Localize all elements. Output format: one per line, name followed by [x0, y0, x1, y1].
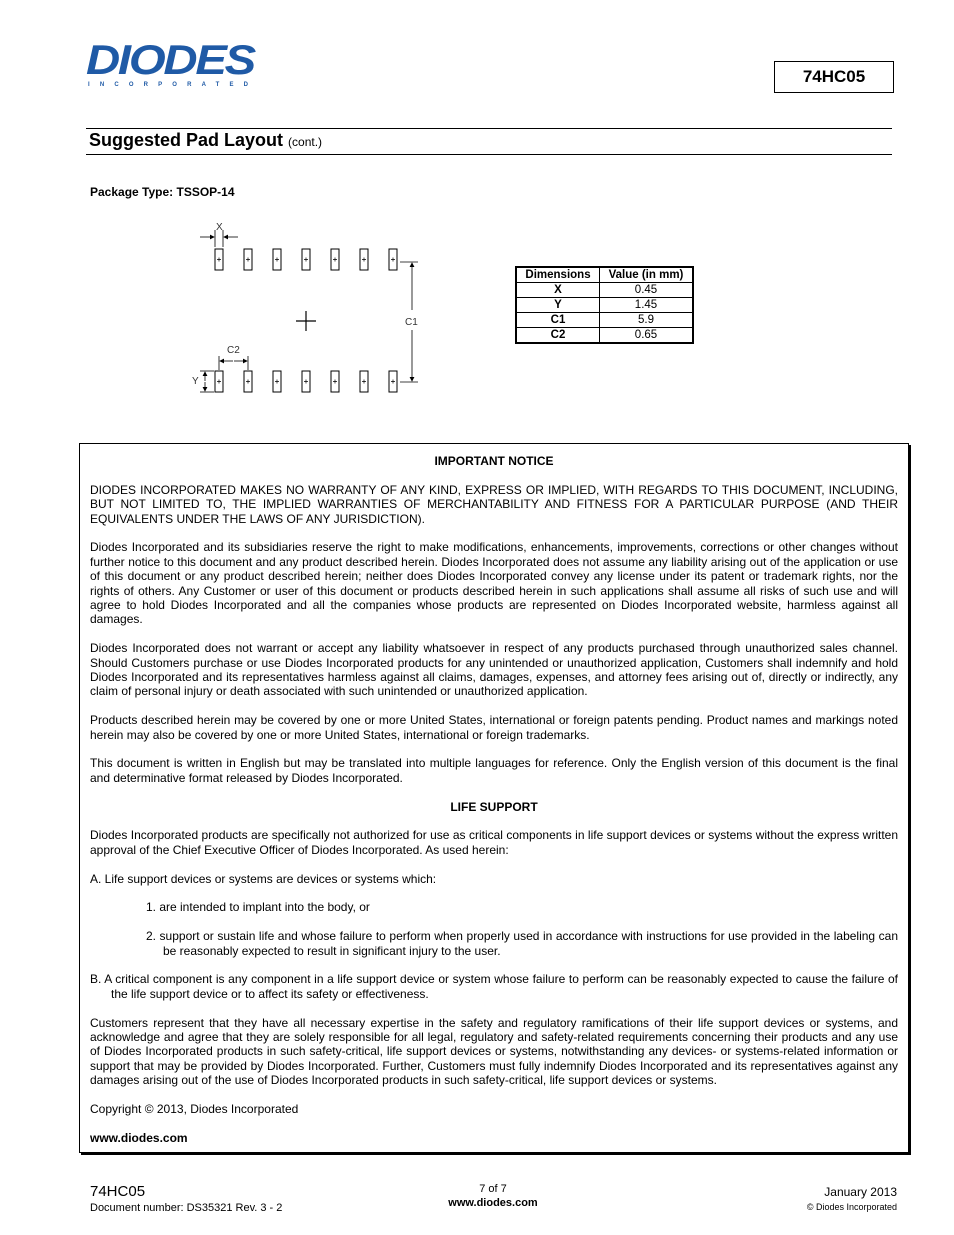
table-header-row: [516, 267, 693, 283]
c2-dimension: [219, 356, 248, 370]
footer-document-number: Document number: DS35321 Rev. 3 - 2: [90, 1202, 283, 1214]
dimension-value: 1.45: [600, 298, 694, 313]
footer-date: January 2013: [824, 1185, 897, 1199]
table-row: [516, 313, 693, 328]
pad-layout-drawing: [190, 220, 430, 400]
section-title-text: Suggested Pad Layout: [89, 130, 284, 150]
website-link[interactable]: www.diodes.com: [90, 1130, 188, 1145]
x-label: X: [216, 222, 223, 233]
table-row: [516, 298, 693, 313]
c2-label: C2: [227, 345, 240, 356]
dimension-label: Y: [516, 298, 600, 313]
table-row: [516, 283, 693, 298]
y-label: Y: [192, 376, 199, 387]
section-title-suffix: (cont.): [288, 135, 323, 149]
footer-center: [393, 1183, 593, 1209]
section-title: [89, 130, 322, 151]
dimension-label: C2: [516, 328, 600, 344]
customer-representation-paragraph: Customers represent that they have all necessary expertise in the safety and regulatory ramifications of their life support devices or systems, and acknowledge and agree that they are solely responsible for all legal, regulatory and safety-related requirements concerning their products and any use of Diodes Incorporated products in such safety-critical, life support devices or systems, notwithstanding any devices- or systems-related information or support that may be provided by Diodes Incorporated. Further, Customers must fully indemnify Diodes Incorporated and its representatives against any damages arising out of the use of Diodes Incorporated products in such safety-critical, life support devices or systems.: [90, 1015, 898, 1088]
list-item-b: B. A critical component is any component in a life support device or system whose failure to perform can be reasonably expected to cause the failure of the life support device or to affect its safety or effectiveness.: [90, 972, 898, 1001]
unauthorized-channel-paragraph: Diodes Incorporated does not warrant or accept any liability whatsoever in respect of any products purchased through unauthorized sales channel. Should Customers purchase or use Diodes Incorporated products for any unintended or unauthorized application, Customers shall indemnify and hold Diodes Incorporated and its representatives harmless against all claims, damages, expenses, and attorney fees arising out of, directly or indirectly, any claim of personal injury or death associated with such unintended or unauthorized application.: [90, 641, 898, 699]
table-row: [516, 328, 693, 344]
dimension-value: 0.65: [600, 328, 694, 344]
dimensions-table: [515, 266, 694, 344]
package-type: Package Type: TSSOP-14: [90, 185, 235, 199]
list-item-a: A. Life support devices or systems are devices or systems which:: [90, 871, 437, 886]
part-number-box: 74HC05: [774, 61, 894, 93]
footer-copyright: © Diodes Incorporated: [806, 1202, 897, 1212]
title-top-rule: [86, 128, 892, 129]
dimension-value: 5.9: [600, 313, 694, 328]
table-header: Dimensions: [516, 267, 600, 283]
modifications-paragraph: Diodes Incorporated and its subsidiaries reserve the right to make modifications, enhancements, improvements, corrections or other changes without further notice to this document and any product described herein. Diodes Incorporated does not assume any liability arising out of the application or use of this document or any product described herein; neither does Diodes Incorporated convey any license under its patent or trademark rights, nor the rights of others. Any Customer or user of this document or products described herein in such applications shall assume all risks of such use and will agree to hold Diodes Incorporated and all the companies whose products are represented on Diodes Incorporated website, harmless against all damages.: [90, 540, 898, 627]
important-notice-box: [79, 443, 909, 1153]
copyright-line: Copyright © 2013, Diodes Incorporated: [90, 1102, 299, 1117]
list-subitem-1: 1. are intended to implant into the body, or: [146, 900, 370, 915]
center-crosshair: [296, 311, 316, 331]
dimension-label: X: [516, 283, 600, 298]
footer-part-number: 74HC05: [90, 1183, 146, 1200]
life-support-heading: LIFE SUPPORT: [450, 799, 538, 814]
title-bottom-rule: [86, 154, 892, 155]
language-paragraph: This document is written in English but may be translated into multiple languages for reference. Only the English version of this document is the final and determinative format released by Diodes Incorporated.: [90, 756, 898, 785]
footer-website-link[interactable]: www.diodes.com: [448, 1197, 538, 1209]
svg-text:DIODES: DIODES: [86, 38, 257, 83]
list-subitem-2: 2. support or sustain life and whose failure to perform when properly used in accordance with instructions for use provided in the labeling can be reasonably expected to result in significant injury to the user.: [146, 929, 898, 958]
patents-paragraph: Products described herein may be covered by one or more United States, international or foreign patents pending. Product names and markings noted herein may also be covered by one or more United States, international or foreign trademarks.: [90, 713, 898, 742]
page-number: 7 of 7: [479, 1183, 507, 1195]
y-dimension: [200, 371, 214, 392]
dimension-label: C1: [516, 313, 600, 328]
footer-right: [807, 1185, 897, 1212]
dimension-value: 0.45: [600, 283, 694, 298]
life-support-paragraph: Diodes Incorporated products are specifically not authorized for use as critical components in life support devices or systems without the express written approval of the Chief Executive Officer of Diodes Incorporated. As used herein:: [90, 828, 898, 857]
warranty-paragraph: DIODES INCORPORATED MAKES NO WARRANTY OF ANY KIND, EXPRESS OR IMPLIED, WITH REGARDS TO THIS DOCUMENT, INCLUDING, BUT NOT LIMITED TO, THE IMPLIED WARRANTIES OF MERCHANTABILITY AND FITNESS FOR A PARTICULAR PURPOSE (AND THEIR EQUIVALENTS UNDER THE LAWS OF ANY JURISDICTION).: [90, 482, 898, 526]
table-header: Value (in mm): [600, 267, 694, 283]
c1-label: C1: [405, 317, 418, 328]
important-notice-heading: IMPORTANT NOTICE: [434, 454, 554, 468]
footer-left: [90, 1183, 282, 1214]
svg-text:INCORPORATED: INCORPORATED: [88, 82, 249, 88]
diodes-logo: [86, 38, 262, 90]
